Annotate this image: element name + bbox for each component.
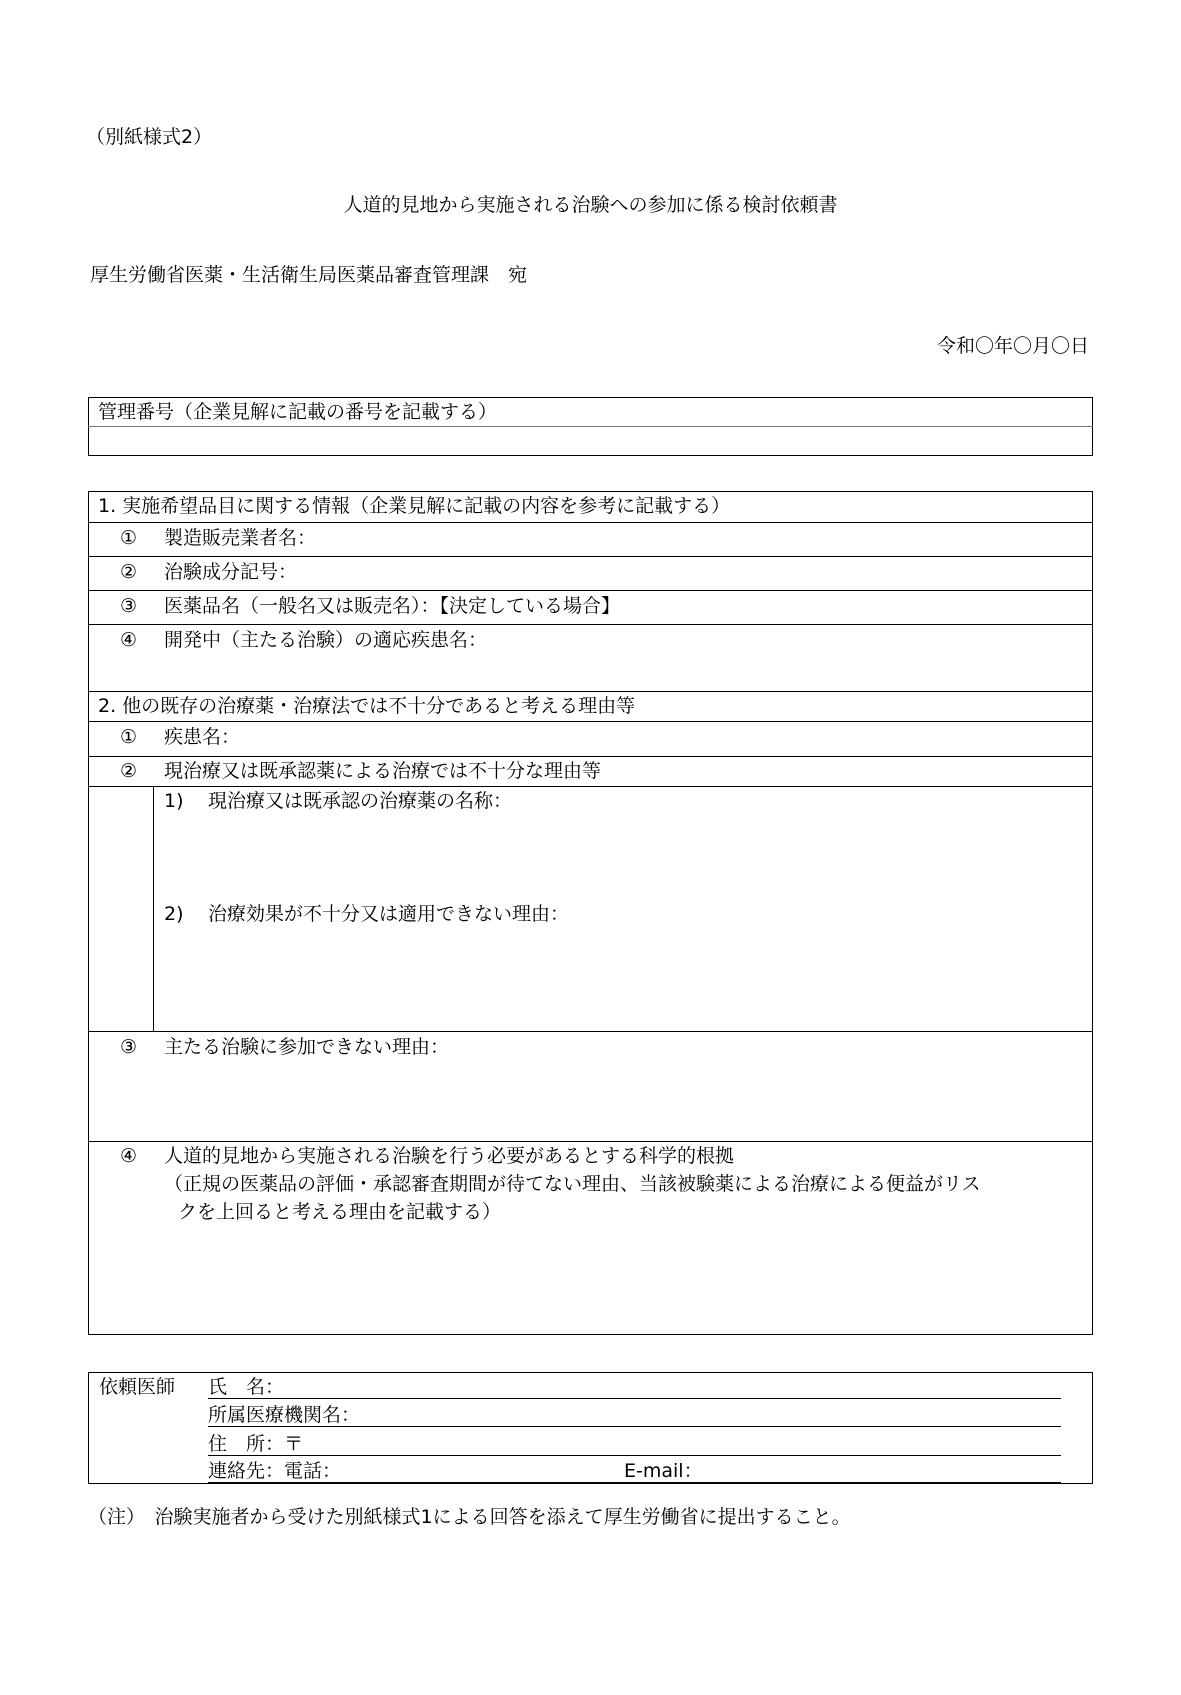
divider: [88, 590, 1093, 591]
address-line: [208, 1455, 1061, 1456]
name-line: [208, 1398, 1061, 1399]
item-num: ④: [120, 629, 138, 651]
divider: [88, 426, 1093, 427]
section2-heading: 2. 他の既存の治療薬・治療法では不十分であると考える理由等: [98, 695, 636, 717]
page-title: 人道的見地から実施される治験への参加に係る検討依頼書: [343, 194, 838, 216]
manufacturer-label: 製造販売業者名：: [164, 527, 317, 549]
compound-code-label: 治験成分記号：: [164, 561, 298, 583]
scientific-basis-label: 人道的見地から実施される治験を行う必要があるとする科学的根拠: [164, 1145, 735, 1167]
divider: [88, 721, 1093, 722]
cannot-join-reason-label: 主たる治験に参加できない理由：: [164, 1036, 450, 1058]
ineffective-reason-label: 治療効果が不十分又は適用できない理由：: [208, 903, 570, 925]
institution-line: [208, 1426, 1061, 1427]
divider: [88, 556, 1093, 557]
item-num: ④: [120, 1145, 138, 1167]
contact-line: [208, 1482, 1061, 1483]
divider: [88, 691, 1093, 692]
divider: [88, 624, 1093, 625]
item-num: ③: [120, 1036, 138, 1058]
disease-name-label: 疾患名：: [164, 726, 241, 748]
name-label: 氏 名：: [208, 1376, 285, 1398]
addressee: 厚生労働省医薬・生活衛生局医薬品審査管理課 宛: [90, 264, 528, 286]
email-label: E-mail：: [624, 1460, 703, 1482]
address-label: 住 所：〒: [208, 1433, 304, 1455]
item-num: ②: [120, 561, 138, 583]
divider: [88, 786, 1093, 787]
management-number-field[interactable]: [98, 431, 1088, 453]
divider: [153, 786, 154, 1031]
item-num: ②: [120, 760, 138, 782]
drug-name-label: 医薬品名（一般名又は販売名）：【決定している場合】: [164, 595, 621, 617]
form-label: （別紙様式2）: [86, 126, 213, 148]
divider: [88, 756, 1093, 757]
section1-heading: 1. 実施希望品目に関する情報（企業見解に記載の内容を参考に記載する）: [98, 495, 731, 517]
divider: [88, 1141, 1093, 1142]
item-num: ③: [120, 595, 138, 617]
item-num: ①: [120, 726, 138, 748]
management-number-label: 管理番号（企業見解に記載の番号を記載する）: [98, 401, 498, 423]
requester-label: 依頼医師: [99, 1376, 176, 1398]
divider: [88, 1031, 1093, 1032]
insufficient-reason-label: 現治療又は既承認薬による治療では不十分な理由等: [164, 760, 602, 782]
sub-num: 2): [164, 903, 184, 925]
scientific-basis-note: クを上回ると考える理由を記載する）: [178, 1201, 502, 1223]
indication-label: 開発中（主たる治験）の適応疾患名：: [164, 629, 488, 651]
phone-label: 連絡先：電話：: [208, 1460, 342, 1482]
sub-num: 1): [164, 790, 184, 812]
scientific-basis-note: （正規の医薬品の評価・承認審査期間が待てない理由、当該被験薬による治療による便益がリス: [164, 1173, 981, 1195]
institution-label: 所属医療機関名：: [208, 1404, 361, 1426]
footnote: （注） 治験実施者から受けた別紙様式1による回答を添えて厚生労働省に提出すること。: [88, 1506, 851, 1528]
date: 令和〇年〇月〇日: [936, 335, 1089, 357]
current-treatment-label: 現治療又は既承認の治療薬の名称：: [208, 790, 513, 812]
divider: [88, 522, 1093, 523]
item-num: ①: [120, 527, 138, 549]
